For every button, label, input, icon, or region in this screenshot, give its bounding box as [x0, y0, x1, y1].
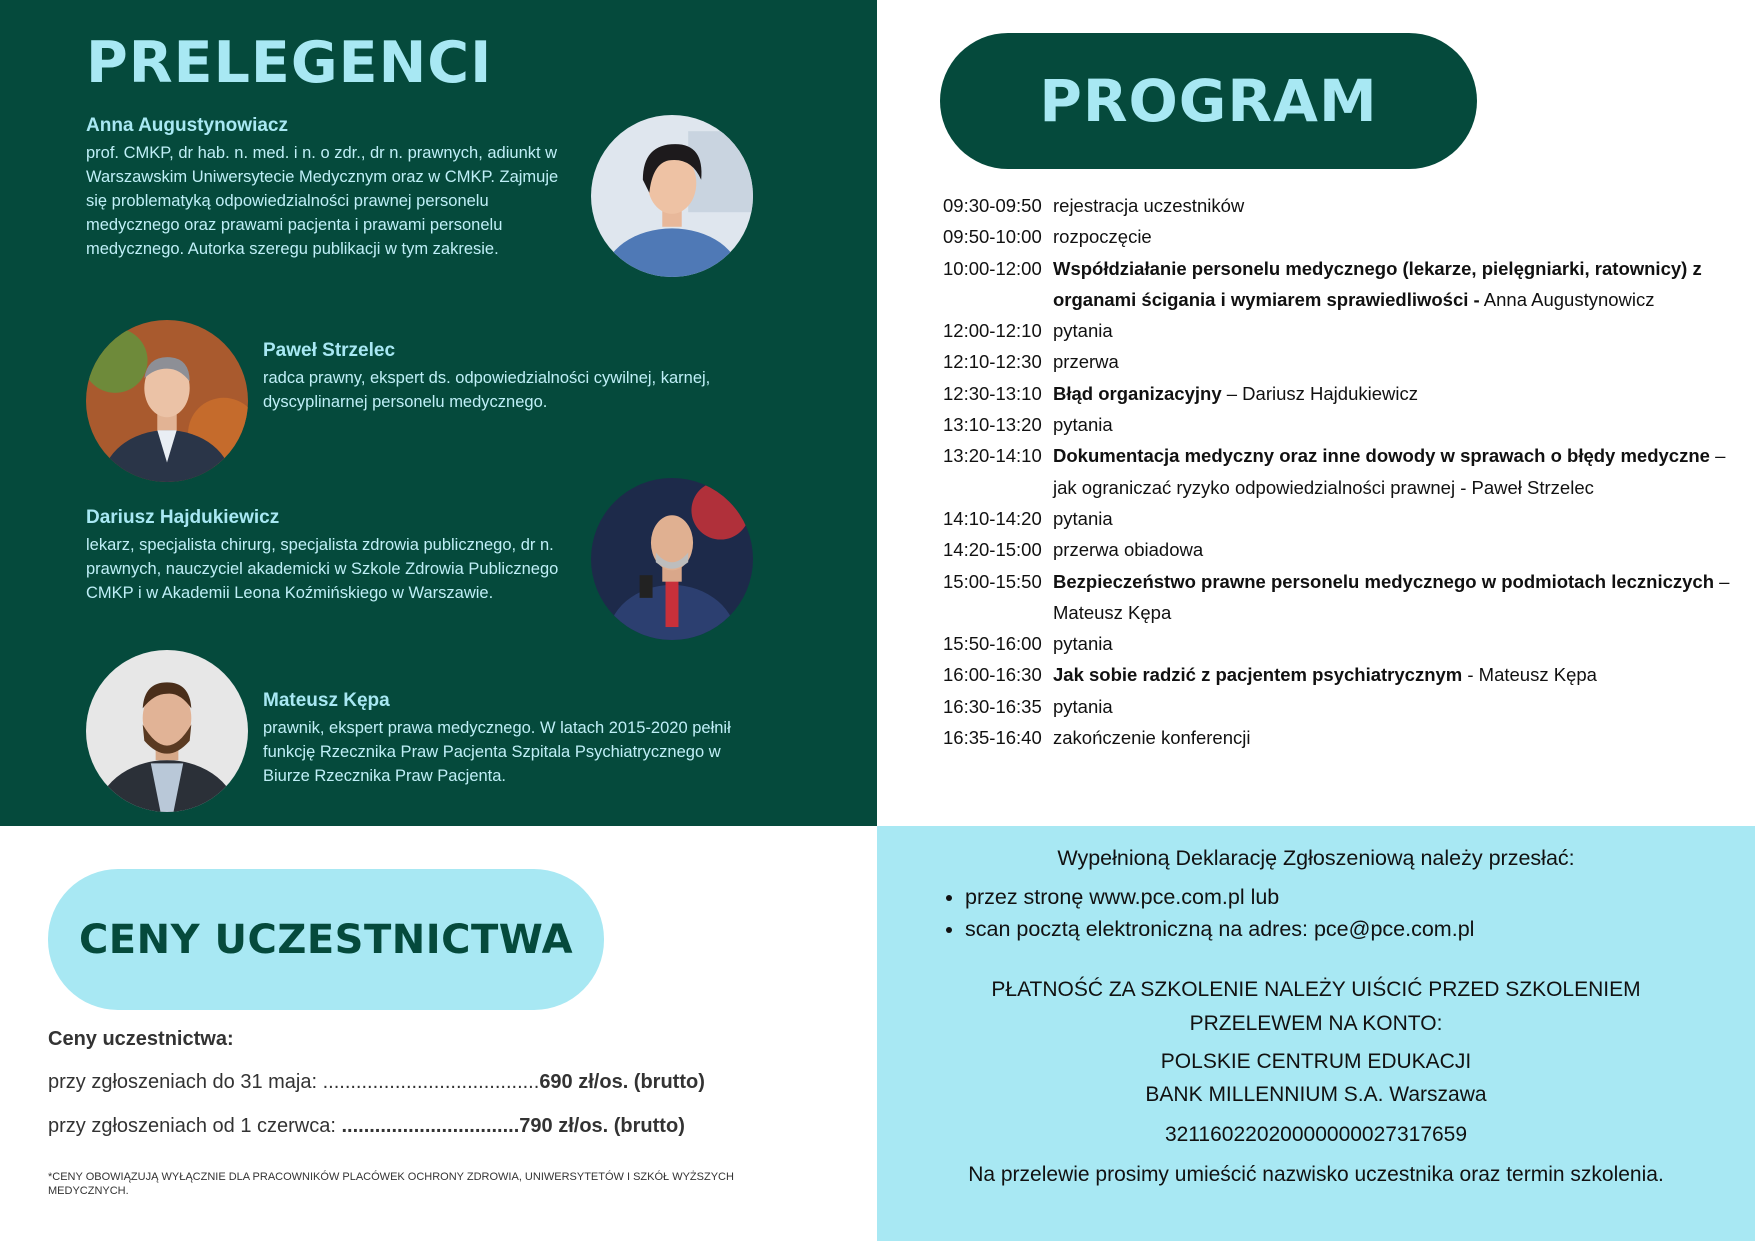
schedule-list — [943, 190, 1743, 753]
program-title-pill — [940, 33, 1477, 169]
program-section — [877, 0, 1755, 826]
speaker-bio: prof. CMKP, dr hab. n. med. i n. o zdr., dr n. prawnych, adiunkt w Warszawskim Uniwersytecie Medycznym oraz w CMKP. Zajmuje się problematyką odpowiedzialności prawnej personelu medycznego oraz prawami pacjenta i prawami personelu medycznego. Autorka szeregu publikacji w tym zakresie. — [86, 144, 559, 258]
schedule-row — [943, 503, 1743, 534]
schedule-time: 14:10-14:20 — [943, 507, 1042, 529]
session-title: Dokumentacja medyczny oraz inne dowody w sprawach o błędy medyczne — [1053, 445, 1710, 467]
speaker-bio: lekarz, specjalista chirurg, specjalista zdrowia publicznego, dr n. prawnych, nauczyciel akademicki w Szkole Zdrowia Publicznego CMKP i w Akademii Leona Koźmińskiego w Warszawie. — [86, 536, 559, 602]
speaker-photo-image — [591, 115, 753, 277]
schedule-time: 12:00-12:10 — [943, 320, 1042, 342]
schedule-time: 09:30-09:50 — [943, 195, 1042, 216]
schedule-time: 16:00-16:30 — [943, 664, 1042, 686]
schedule-row — [943, 409, 1743, 440]
schedule-description — [1053, 378, 1743, 409]
schedule-description — [1053, 566, 1743, 629]
session-detail: pytania — [1053, 320, 1113, 342]
schedule-time: 16:30-16:35 — [943, 695, 1042, 717]
payment-line: PRZELEWEM NA KONTO: — [1189, 1012, 1443, 1035]
schedule-time: 12:10-12:30 — [943, 351, 1042, 373]
schedule-description — [1053, 409, 1743, 440]
price-line-early — [48, 1071, 705, 1094]
schedule-time: 15:50-16:00 — [943, 633, 1042, 655]
speaker-name: Paweł Strzelec — [263, 340, 396, 361]
speaker-photo — [86, 320, 248, 482]
schedule-row — [943, 346, 1743, 377]
prices-title-pill — [48, 869, 604, 1010]
price-label: przy zgłoszeniach do 31 maja: ....................................... — [48, 1071, 540, 1093]
speaker-bio: prawnik, ekspert prawa medycznego. W latach 2015-2020 pełnił funkcję Rzecznika Praw Pacjenta Szpitala Psychiatrycznego w Biurze Rzecznika Praw Pacjenta. — [263, 719, 731, 785]
schedule-time: 14:20-15:00 — [943, 539, 1042, 561]
session-detail: pytania — [1053, 414, 1113, 436]
speaker-card — [263, 340, 743, 414]
schedule-row — [943, 722, 1743, 753]
schedule-description — [1053, 503, 1743, 534]
speaker-photo-image — [86, 650, 248, 812]
speaker-name: Dariusz Hajdukiewicz — [86, 507, 280, 528]
speaker-card — [263, 690, 743, 788]
schedule-row — [943, 628, 1743, 659]
schedule-row — [943, 566, 1743, 629]
session-detail: rozpoczęcie — [1053, 226, 1152, 248]
session-title: Współdziałanie personelu medycznego (lekarze, pielęgniarki, ratownicy) z organami ścigania i wymiarem sprawiedliwości - — [1053, 257, 1702, 310]
program-title: PROGRAM — [1039, 67, 1378, 135]
schedule-row — [943, 691, 1743, 722]
schedule-row — [943, 534, 1743, 565]
speaker-bio: radca prawny, ekspert ds. odpowiedzialności cywilnej, karnej, dyscyplinarnej personelu medycznego. — [263, 369, 711, 411]
session-title: Jak sobie radzić z pacjentem psychiatrycznym — [1053, 664, 1463, 686]
schedule-row — [943, 253, 1743, 316]
price-line-late — [48, 1115, 685, 1138]
session-title: Bezpieczeństwo prawne personelu medycznego w podmiotach leczniczych — [1053, 570, 1715, 592]
price-dots: ................................ — [341, 1115, 520, 1137]
speakers-section — [0, 0, 877, 826]
schedule-time: 16:35-16:40 — [943, 727, 1042, 749]
speakers-title: PRELEGENCI — [86, 30, 493, 96]
price-value: 790 zł/os. (brutto) — [519, 1115, 685, 1137]
account-number: 32116022020000000027317659 — [1164, 1123, 1468, 1146]
speaker-name: Anna Augustynowiacz — [86, 115, 288, 136]
transfer-note: Na przelewie prosimy umieścić nazwisko uczestnika oraz termin szkolenia. — [968, 1163, 1664, 1186]
schedule-description — [1053, 253, 1743, 316]
payment-line: PŁATNOŚĆ ZA SZKOLENIE NALEŻY UIŚCIĆ PRZED SZKOLENIEM — [991, 978, 1641, 1001]
schedule-description — [1053, 346, 1743, 377]
session-detail: pytania — [1053, 695, 1113, 717]
schedule-description — [1053, 659, 1743, 690]
schedule-row — [943, 659, 1743, 690]
speaker-name: Mateusz Kępa — [263, 690, 390, 711]
session-title: Błąd organizacyjny — [1053, 382, 1222, 404]
schedule-time: 09:50-10:00 — [943, 226, 1042, 248]
session-detail: pytania — [1053, 633, 1113, 655]
session-detail: - Mateusz Kępa — [1462, 664, 1597, 686]
speaker-card — [86, 115, 566, 261]
schedule-time: 12:30-13:10 — [943, 382, 1042, 404]
schedule-description — [1053, 190, 1743, 221]
session-detail: – Dariusz Hajdukiewicz — [1221, 382, 1418, 404]
bank-name: BANK MILLENNIUM S.A. Warszawa — [1145, 1083, 1487, 1106]
session-detail: Anna Augustynowicz — [1479, 288, 1655, 310]
price-label: przy zgłoszeniach od 1 czerwca: — [48, 1115, 342, 1137]
schedule-time: 13:10-13:20 — [943, 414, 1042, 436]
schedule-row — [943, 315, 1743, 346]
schedule-time: 10:00-12:00 — [943, 257, 1042, 279]
session-detail: rejestracja uczestników — [1053, 195, 1245, 216]
contact-methods — [943, 881, 1474, 945]
schedule-row — [943, 440, 1743, 503]
contact-section — [877, 826, 1755, 1241]
session-detail: – jak ograniczać ryzyko odpowiedzialności prawnej - Paweł Strzelec — [1053, 445, 1726, 498]
session-detail: przerwa — [1053, 351, 1119, 373]
schedule-row — [943, 221, 1743, 252]
session-detail: zakończenie konferencji — [1053, 727, 1251, 749]
schedule-row — [943, 378, 1743, 409]
schedule-description — [1053, 691, 1743, 722]
prices-heading: Ceny uczestnictwa: — [48, 1028, 234, 1050]
schedule-row — [943, 190, 1743, 221]
speaker-photo — [591, 478, 753, 640]
schedule-description — [1053, 440, 1743, 503]
speaker-photo-image — [591, 478, 753, 640]
company-name: POLSKIE CENTRUM EDUKACJI — [1160, 1050, 1472, 1073]
session-detail: przerwa obiadowa — [1053, 539, 1204, 561]
session-detail: – Mateusz Kępa — [1053, 570, 1730, 623]
speaker-photo-image — [86, 320, 248, 482]
prices-title: CENY UCZESTNICTWA — [78, 916, 574, 963]
schedule-description — [1053, 534, 1743, 565]
speaker-photo — [86, 650, 248, 812]
schedule-description — [1053, 628, 1743, 659]
schedule-description — [1053, 221, 1743, 252]
session-detail: pytania — [1053, 507, 1113, 529]
schedule-time: 15:00-15:50 — [943, 570, 1042, 592]
contact-method-website: • przez stronę www.pce.com.pl lub — [965, 881, 1474, 913]
price-value: 690 zł/os. (brutto) — [539, 1071, 705, 1093]
schedule-description — [1053, 315, 1743, 346]
contact-title: Wypełnioną Deklarację Zgłoszeniową należy przesłać: — [1057, 846, 1575, 870]
schedule-time: 13:20-14:10 — [943, 445, 1042, 467]
contact-method-email: • scan pocztą elektroniczną na adres: pce@pce.com.pl — [965, 913, 1474, 945]
prices-section — [0, 826, 877, 1241]
speaker-card — [86, 507, 586, 605]
schedule-description — [1053, 722, 1743, 753]
prices-footnote: *CENY OBOWIĄZUJĄ WYŁĄCZNIE DLA PRACOWNIKÓW PLACÓWEK OCHRONY ZDROWIA, UNIWERSYTETÓW I SZKÓŁ WYŻSZYCH MEDYCZNYCH. — [48, 1171, 734, 1197]
speaker-photo — [591, 115, 753, 277]
